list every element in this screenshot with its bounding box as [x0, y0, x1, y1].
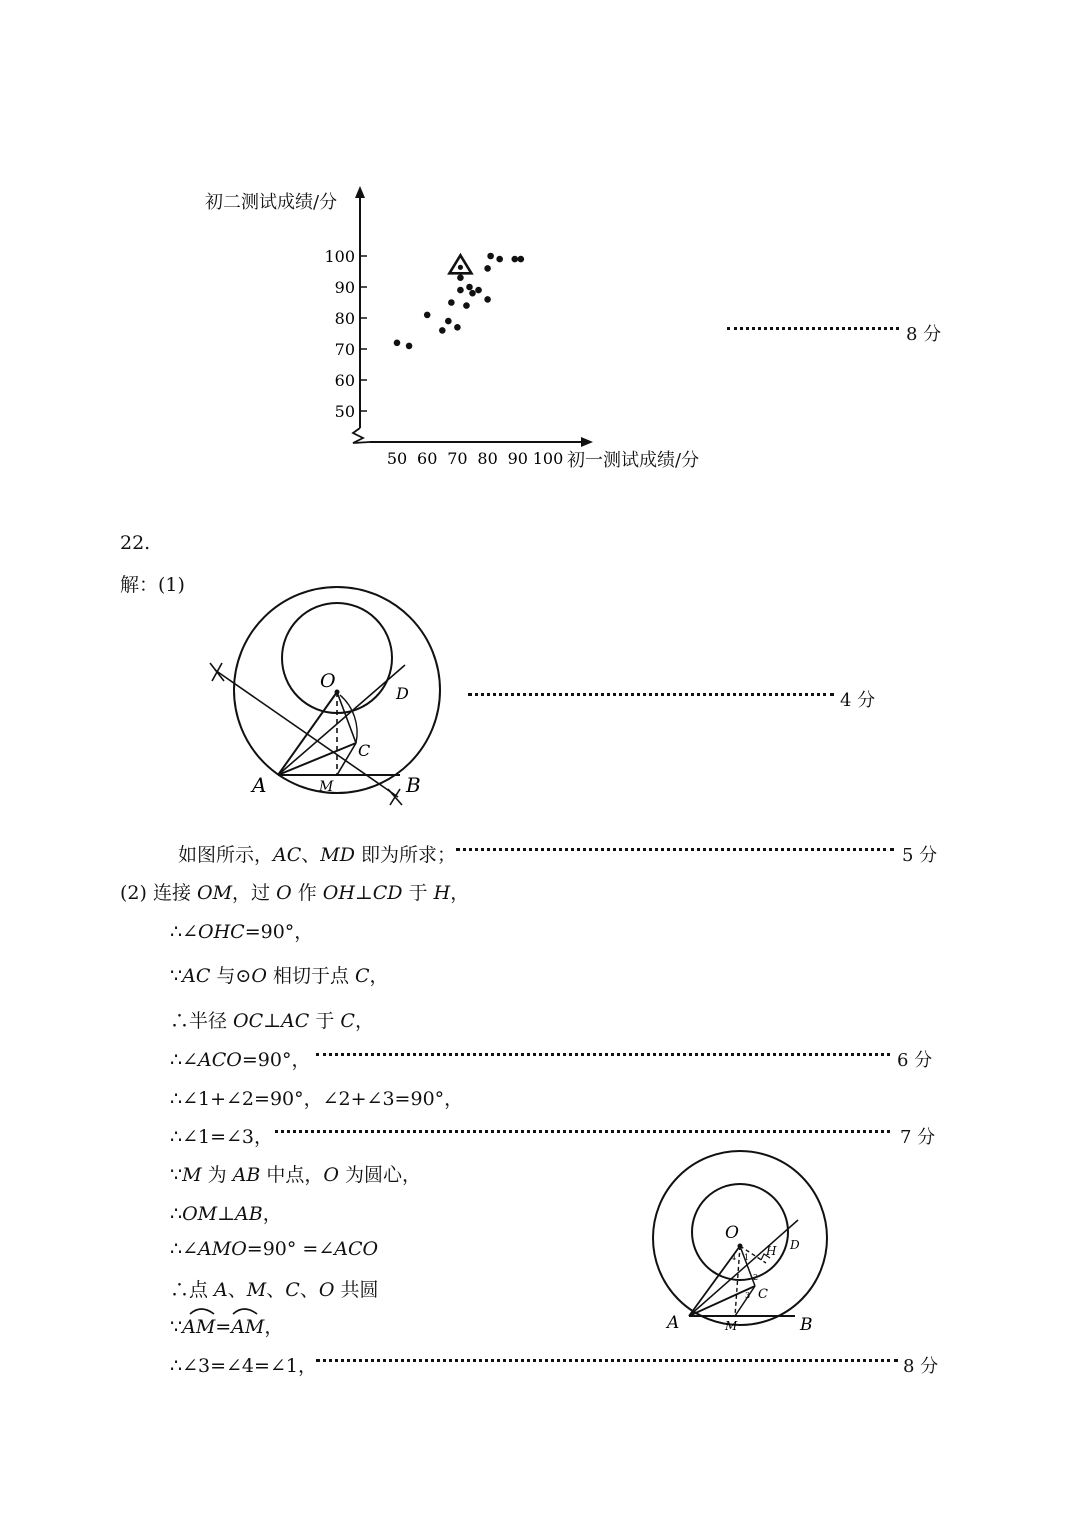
proof-line-6: ∴∠1=∠3， — [170, 1126, 274, 1148]
label-D: D — [790, 1238, 800, 1252]
proof-line-5: ∴∠1+∠2=90°，∠2+∠3=90°， — [170, 1088, 464, 1110]
data-point — [496, 256, 503, 263]
arc-marks — [188, 1304, 268, 1316]
cross-mark-top — [210, 663, 224, 681]
score-5: 5 分 — [902, 845, 938, 866]
figure-2-svg — [645, 1150, 845, 1340]
outer-circle — [653, 1151, 827, 1325]
proof-line-4: ∴∠ACO=90°， — [170, 1049, 311, 1071]
angle-label-4: 4 — [731, 1253, 737, 1262]
arc-AM-1: AM — [182, 1316, 216, 1338]
point-O — [738, 1244, 743, 1249]
x-tick-label: 90 — [507, 449, 528, 468]
score-8b: 8 分 — [903, 1356, 939, 1377]
label-M: M — [725, 1319, 738, 1333]
data-point — [469, 290, 476, 297]
question-number: 22. — [120, 532, 151, 554]
scatter-chart-svg — [195, 180, 725, 480]
y-tick-label: 70 — [334, 340, 355, 359]
data-point — [484, 265, 491, 272]
proof-line-10: ∴点 A、M、C、O 共圆 — [170, 1279, 379, 1301]
data-point — [457, 287, 464, 294]
part2-line: (2) 连接 OM，过 O 作 OH⊥CD 于 H， — [120, 882, 470, 904]
proof-line-7: ∵M 为 AB 中点，O 为圆心， — [170, 1164, 422, 1186]
label-A: A — [667, 1313, 680, 1333]
data-point — [424, 312, 431, 319]
data-point — [463, 302, 470, 309]
solution-label: 解：(1) — [120, 574, 185, 596]
score-leader — [468, 693, 834, 696]
x-tick-label: 50 — [386, 449, 408, 468]
angle-label-2: 2 — [753, 1273, 759, 1282]
label-B: B — [800, 1315, 813, 1335]
perpendicular-bisector — [215, 670, 398, 797]
score-leader — [456, 848, 894, 851]
proof-line-3: ∴半径 OC⊥AC 于 C， — [170, 1010, 374, 1032]
y-axis-label: 初二测试成绩/分 — [205, 192, 338, 213]
proof-line-2: ∵AC 与⊙O 相切于点 C， — [170, 965, 389, 987]
data-point — [445, 318, 452, 325]
data-point — [406, 343, 413, 350]
proof-line-11: ∵AM=AM， — [170, 1312, 283, 1339]
scatter-chart — [195, 180, 725, 480]
proof-line-1: ∴∠OHC=90°， — [170, 921, 314, 943]
label-C: C — [758, 1287, 768, 1302]
proof-line-9: ∴∠AMO=90° =∠ACO — [170, 1238, 379, 1260]
axis-break — [353, 428, 370, 443]
proof-line-12: ∴∠3=∠4=∠1， — [170, 1355, 317, 1377]
label-A: A — [252, 773, 267, 797]
x-axis-label: 初一测试成绩/分 — [567, 450, 700, 471]
proof-line-8: ∴OM⊥AB， — [170, 1203, 282, 1225]
y-tick-label: 90 — [334, 278, 355, 297]
data-point — [487, 253, 494, 260]
score-leader — [316, 1359, 898, 1362]
y-tick-label: 80 — [334, 309, 355, 328]
data-point — [484, 296, 491, 303]
cross-mark-bottom — [388, 789, 402, 805]
x-tick-label: 60 — [417, 449, 438, 468]
data-point — [439, 327, 446, 334]
y-tick-label: 100 — [324, 247, 355, 266]
highlight-point — [458, 265, 463, 270]
score-leader — [275, 1130, 890, 1133]
label-O: O — [725, 1223, 739, 1243]
data-point — [466, 284, 473, 291]
data-point — [454, 324, 461, 331]
data-point — [518, 256, 525, 263]
score-8a: 8 分 — [906, 324, 942, 345]
score-4: 4 分 — [840, 690, 876, 711]
line-OC — [337, 692, 356, 743]
arc-AM-2: AM — [231, 1316, 265, 1338]
data-point — [475, 287, 482, 294]
y-axis-arrow — [355, 186, 365, 198]
data-point — [394, 340, 401, 347]
label-C: C — [358, 741, 371, 760]
data-point — [511, 256, 518, 263]
label-O: O — [320, 670, 336, 692]
y-tick-label: 60 — [334, 371, 355, 390]
label-B: B — [406, 773, 421, 797]
figure-2 — [645, 1150, 845, 1340]
score-leader — [727, 327, 899, 330]
line-AD — [689, 1220, 798, 1316]
label-M: M — [319, 779, 334, 795]
x-tick-label: 80 — [477, 449, 498, 468]
line-as-shown: 如图所示，AC、MD 即为所求； — [178, 844, 457, 866]
data-point — [448, 299, 455, 306]
inner-circle — [692, 1184, 788, 1280]
highlight-triangle — [449, 255, 471, 273]
x-tick-label: 70 — [447, 449, 468, 468]
angle-label-3: 3 — [745, 1291, 751, 1300]
data-point — [457, 274, 464, 281]
label-D: D — [396, 684, 409, 703]
score-6: 6 分 — [897, 1050, 933, 1071]
score-7: 7 分 — [900, 1127, 936, 1148]
figure-1 — [200, 585, 460, 815]
label-H: H — [766, 1244, 777, 1258]
x-tick-label: 100 — [532, 449, 564, 468]
figure-1-svg — [200, 585, 460, 815]
y-tick-label: 50 — [334, 402, 355, 421]
angle-label-1: 1 — [744, 1253, 750, 1262]
score-leader — [316, 1053, 890, 1056]
